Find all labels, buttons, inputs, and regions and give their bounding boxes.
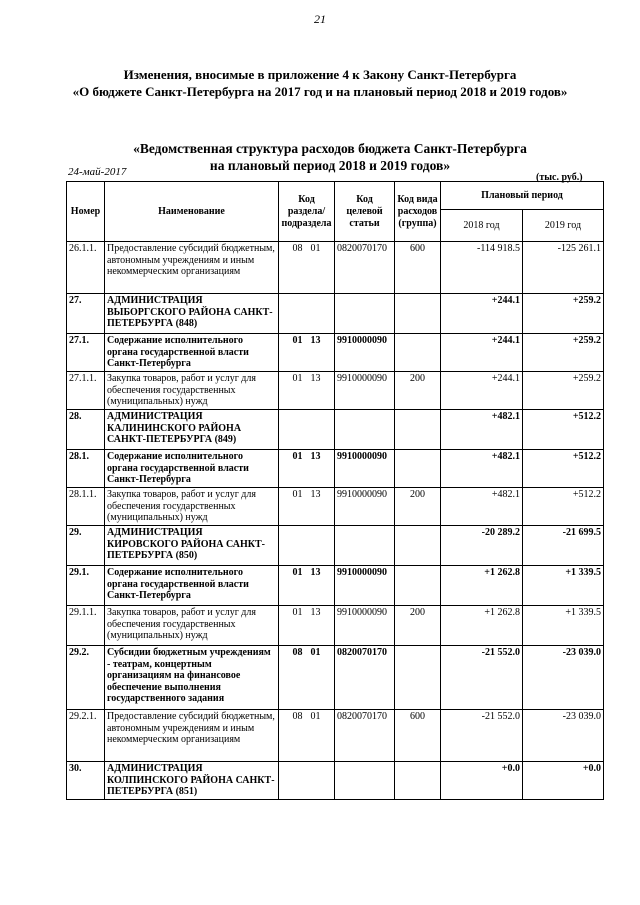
row-name: АДМИНИСТРАЦИЯ КОЛПИНСКОГО РАЙОНА САНКТ-ПЕТЕРБУРГА (851): [105, 762, 279, 800]
table-row: [67, 450, 604, 488]
table-row: [67, 372, 604, 410]
row-name: Предоставление субсидий бюджетным, автономным учреждениям и иным некоммерческим организациям: [105, 710, 279, 762]
units-label: (тыс. руб.): [536, 172, 583, 183]
row-article-code: [335, 294, 395, 334]
row-expense-type: [395, 334, 441, 372]
row-number: 29.2.1.: [67, 710, 105, 762]
row-number: 29.1.1.: [67, 606, 105, 646]
table-body: [67, 242, 604, 800]
row-name: АДМИНИСТРАЦИЯ КАЛИНИНСКОГО РАЙОНА САНКТ-ПЕТЕРБУРГА (849): [105, 410, 279, 450]
table-row: [67, 294, 604, 334]
subsection-code: 01: [310, 647, 321, 658]
row-number: 28.1.: [67, 450, 105, 488]
row-section-code: [279, 334, 335, 372]
row-number: 28.1.1.: [67, 488, 105, 526]
row-amount-2019: +1 339.5: [523, 566, 604, 606]
subsection-code: 13: [310, 607, 321, 618]
heading-line-1: Изменения, вносимые в приложение 4 к Закону Санкт-Петербурга: [123, 67, 517, 82]
row-amount-2019: +259.2: [523, 334, 604, 372]
table-row: [67, 410, 604, 450]
column-header-expense-type: Код вида расходов (группа): [395, 182, 441, 242]
row-expense-type: [395, 566, 441, 606]
column-header-plan-period: Плановый период: [441, 182, 604, 210]
column-header-article: Код целевой статьи: [335, 182, 395, 242]
table-title-line-2: на плановый период 2018 и 2019 годов»: [209, 158, 451, 173]
row-amount-2018: +1 262.8: [441, 566, 523, 606]
row-number: 27.1.: [67, 334, 105, 372]
table-title-line-1: «Ведомственная структура расходов бюджета Санкт-Петербурга: [133, 141, 527, 156]
column-header-2019: 2019 год: [523, 210, 604, 242]
section-code: 08: [292, 647, 303, 658]
row-article-code: [335, 526, 395, 566]
row-amount-2018: -114 918.5: [441, 242, 523, 294]
row-section-code: [279, 294, 335, 334]
row-amount-2019: -23 039.0: [523, 646, 604, 710]
row-section-code: [279, 646, 335, 710]
row-amount-2019: +0.0: [523, 762, 604, 800]
row-article-code: 9910000090: [335, 334, 395, 372]
section-code: 08: [292, 243, 303, 254]
subsection-code: 01: [310, 711, 321, 722]
row-number: 29.2.: [67, 646, 105, 710]
row-expense-type: [395, 646, 441, 710]
row-number: 29.1.: [67, 566, 105, 606]
row-number: 30.: [67, 762, 105, 800]
row-amount-2019: -23 039.0: [523, 710, 604, 762]
table-row: [67, 242, 604, 294]
row-amount-2018: +1 262.8: [441, 606, 523, 646]
row-name: Субсидии бюджетным учреждениям - театрам, концертным организациям на финансовое обеспечение выполнения государственного задания: [105, 646, 279, 710]
table-row: [67, 646, 604, 710]
column-header-section: Код раздела/ подраздела: [279, 182, 335, 242]
table-row: [67, 606, 604, 646]
row-expense-type: 200: [395, 488, 441, 526]
row-name: Закупка товаров, работ и услуг для обеспечения государственных (муниципальных) нужд: [105, 488, 279, 526]
page-number: 21: [314, 12, 326, 26]
row-amount-2018: +482.1: [441, 410, 523, 450]
row-number: 26.1.1.: [67, 242, 105, 294]
row-expense-type: 200: [395, 606, 441, 646]
row-amount-2018: +244.1: [441, 334, 523, 372]
row-amount-2019: -125 261.1: [523, 242, 604, 294]
row-article-code: 9910000090: [335, 372, 395, 410]
row-section-code: [279, 762, 335, 800]
subsection-code: 13: [310, 451, 321, 462]
row-amount-2018: +0.0: [441, 762, 523, 800]
row-expense-type: 600: [395, 242, 441, 294]
row-section-code: [279, 450, 335, 488]
section-code: 01: [292, 567, 303, 578]
row-amount-2019: -21 699.5: [523, 526, 604, 566]
table-row: [67, 566, 604, 606]
row-amount-2018: -21 552.0: [441, 646, 523, 710]
row-section-code: [279, 242, 335, 294]
row-number: 28.: [67, 410, 105, 450]
column-header-2018: 2018 год: [441, 210, 523, 242]
row-name: Предоставление субсидий бюджетным, автономным учреждениям и иным некоммерческим организациям: [105, 242, 279, 294]
row-name: Закупка товаров, работ и услуг для обеспечения государственных (муниципальных) нужд: [105, 372, 279, 410]
table-row: [67, 762, 604, 800]
row-number: 27.1.1.: [67, 372, 105, 410]
section-code: 01: [292, 335, 303, 346]
row-amount-2019: +259.2: [523, 294, 604, 334]
table-title: [60, 140, 600, 174]
row-section-code: [279, 372, 335, 410]
row-amount-2019: +512.2: [523, 450, 604, 488]
row-number: 29.: [67, 526, 105, 566]
row-amount-2019: +512.2: [523, 410, 604, 450]
section-code: 01: [292, 373, 303, 384]
row-amount-2019: +259.2: [523, 372, 604, 410]
row-amount-2019: +512.2: [523, 488, 604, 526]
row-amount-2018: -21 552.0: [441, 710, 523, 762]
row-article-code: [335, 762, 395, 800]
column-header-number: Номер: [67, 182, 105, 242]
table-row: [67, 710, 604, 762]
row-name: Закупка товаров, работ и услуг для обеспечения государственных (муниципальных) нужд: [105, 606, 279, 646]
row-article-code: 9910000090: [335, 488, 395, 526]
row-amount-2018: -20 289.2: [441, 526, 523, 566]
section-code: 01: [292, 489, 303, 500]
row-amount-2019: +1 339.5: [523, 606, 604, 646]
section-code: 01: [292, 451, 303, 462]
row-section-code: [279, 526, 335, 566]
row-expense-type: [395, 526, 441, 566]
row-name: Содержание исполнительного органа государственной власти Санкт-Петербурга: [105, 566, 279, 606]
row-number: 27.: [67, 294, 105, 334]
row-name: АДМИНИСТРАЦИЯ КИРОВСКОГО РАЙОНА САНКТ-ПЕТЕРБУРГА (850): [105, 526, 279, 566]
subsection-code: 13: [310, 335, 321, 346]
row-section-code: [279, 566, 335, 606]
row-section-code: [279, 710, 335, 762]
row-section-code: [279, 606, 335, 646]
row-article-code: 0820070170: [335, 710, 395, 762]
row-expense-type: [395, 762, 441, 800]
column-header-name: Наименование: [105, 182, 279, 242]
row-article-code: 9910000090: [335, 450, 395, 488]
document-date: 24-май-2017: [68, 166, 127, 178]
row-article-code: [335, 410, 395, 450]
table-row: [67, 334, 604, 372]
heading-line-2: «О бюджете Санкт-Петербурга на 2017 год и на плановый период 2018 и 2019 годов»: [72, 84, 568, 99]
subsection-code: 01: [310, 243, 321, 254]
row-article-code: 0820070170: [335, 646, 395, 710]
row-name: АДМИНИСТРАЦИЯ ВЫБОРГСКОГО РАЙОНА САНКТ-ПЕТЕРБУРГА (848): [105, 294, 279, 334]
row-expense-type: [395, 294, 441, 334]
row-section-code: [279, 410, 335, 450]
row-expense-type: [395, 450, 441, 488]
row-article-code: 9910000090: [335, 566, 395, 606]
row-amount-2018: +482.1: [441, 488, 523, 526]
table-row: [67, 526, 604, 566]
table-row: [67, 488, 604, 526]
row-article-code: 0820070170: [335, 242, 395, 294]
section-code: 08: [292, 711, 303, 722]
expenditure-table: [66, 181, 604, 800]
section-code: 01: [292, 607, 303, 618]
subsection-code: 13: [310, 489, 321, 500]
row-amount-2018: +244.1: [441, 372, 523, 410]
document-heading: [40, 66, 600, 100]
row-expense-type: 200: [395, 372, 441, 410]
row-amount-2018: +482.1: [441, 450, 523, 488]
row-expense-type: 600: [395, 710, 441, 762]
subsection-code: 13: [310, 567, 321, 578]
row-section-code: [279, 488, 335, 526]
row-amount-2018: +244.1: [441, 294, 523, 334]
subsection-code: 13: [310, 373, 321, 384]
row-name: Содержание исполнительного органа государственной власти Санкт-Петербурга: [105, 334, 279, 372]
row-expense-type: [395, 410, 441, 450]
row-article-code: 9910000090: [335, 606, 395, 646]
row-name: Содержание исполнительного органа государственной власти Санкт-Петербурга: [105, 450, 279, 488]
